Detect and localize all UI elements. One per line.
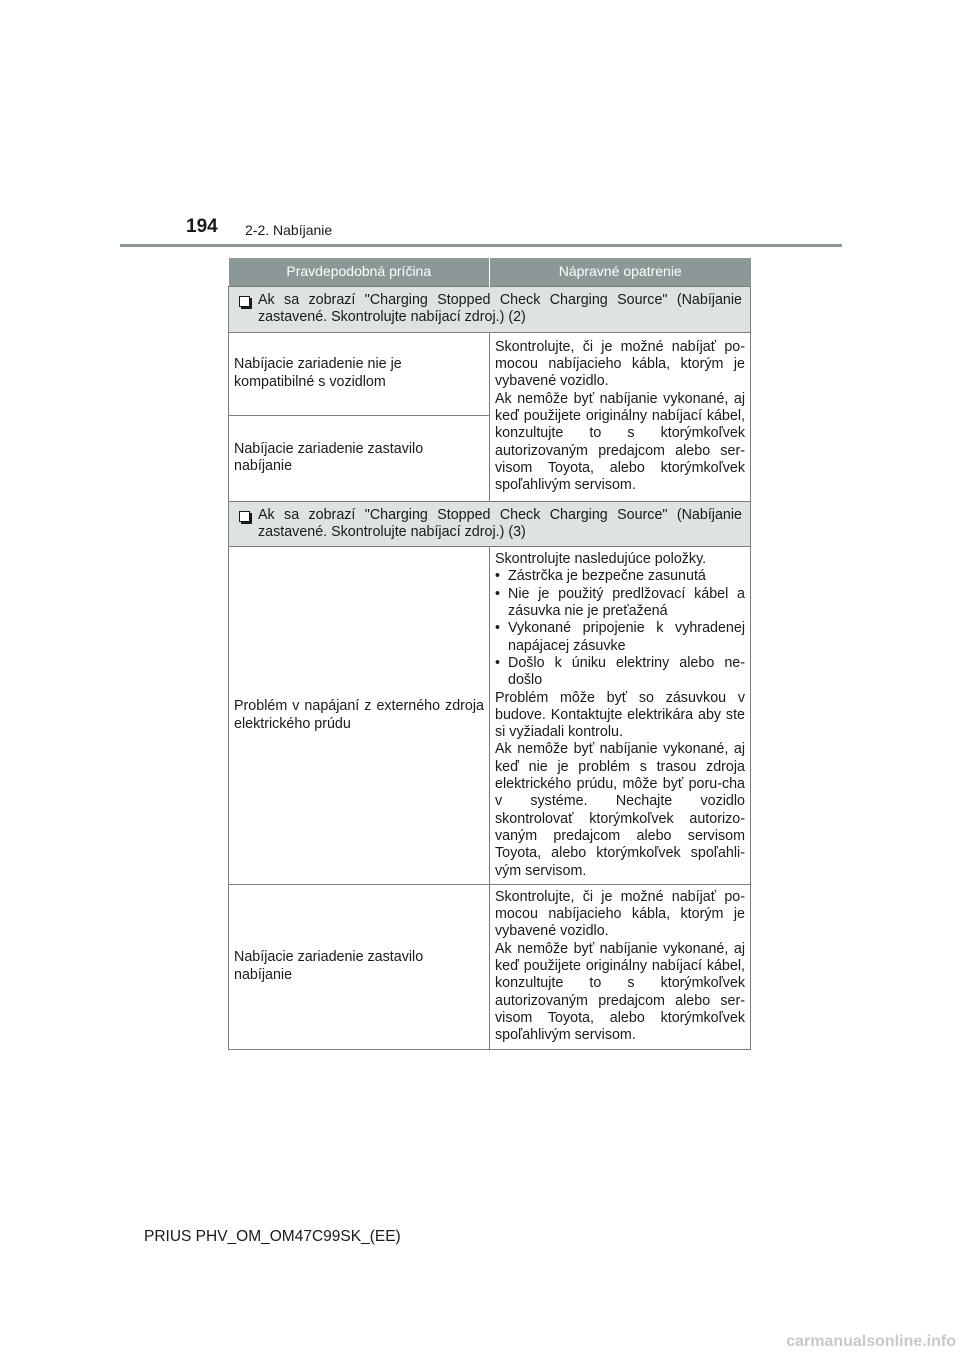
remedy-paragraph: Skontrolujte, či je možné nabíjať po-mocou nabíjacieho kábla, ktorým je vybavené vozidlo.	[495, 888, 745, 940]
condition-row	[229, 501, 751, 547]
checkbox-square-icon	[239, 511, 250, 522]
remedy-cell	[490, 332, 751, 501]
checklist-item: • Nie je použitý predlžovací kábel a zásuvka nie je preťažená	[495, 586, 745, 621]
remedy-cell	[490, 547, 751, 885]
cause-cell	[229, 332, 490, 415]
cause-text: Problém v napájaní z externého zdroja elektrického prúdu	[234, 698, 484, 732]
condition-text: Ak sa zobrazí "Charging Stopped Check Charging Source" (Nabíjanie zastavené. Skontrolujte nabíjací zdroj.) (2)	[258, 292, 742, 326]
remedy-cell	[490, 884, 751, 1049]
checklist-item: • Vykonané pripojenie k vyhradenej napájacej zásuvke	[495, 620, 745, 655]
remedy-paragraph: Ak nemôže byť nabíjanie vykonané, aj keď nie je problém s trasou zdroja elektrického prúdu, môže byť poru-cha v systéme. Nechajte vozidlo skontrolovať ktorýmkoľvek autorizo-vaným predajcom alebo servisom Toyota, alebo ktorýmkoľvek spoľahli-vým servisom.	[495, 741, 745, 879]
cause-text: Nabíjacie zariadenie zastavilo nabíjanie	[234, 440, 424, 475]
table-header-row	[229, 258, 751, 287]
cause-text: Nabíjacie zariadenie zastavilo nabíjanie	[234, 949, 424, 983]
checklist-item: • Došlo k úniku elektriny alebo ne-došlo	[495, 655, 745, 690]
condition-text: Ak sa zobrazí "Charging Stopped Check Charging Source" (Nabíjanie zastavené. Skontrolujte nabíjací zdroj.) (3)	[258, 506, 742, 540]
table-row	[229, 884, 751, 1049]
column-header-remedy: Nápravné opatrenie	[490, 258, 751, 287]
document-code: PRIUS PHV_OM_OM47C99SK_(EE)	[144, 1228, 401, 1245]
cause-cell	[229, 415, 490, 501]
troubleshooting-table	[228, 258, 751, 1050]
checklist-item: • Zástrčka je bezpečne zasunutá	[495, 568, 745, 585]
header-rule	[120, 244, 842, 247]
remedy-paragraph: Ak nemôže byť nabíjanie vykonané, aj keď použijete originálny nabíjací kábel, konzultujte to s ktorýmkoľvek autorizovaným predajcom alebo ser-visom Toyota, alebo ktorýmkoľvek spoľahlivým servisom.	[495, 940, 745, 1044]
condition-row	[229, 287, 751, 333]
table-row	[229, 547, 751, 885]
cause-cell	[229, 547, 490, 885]
page-number: 194	[186, 216, 218, 237]
remedy-intro: Skontrolujte nasledujúce položky.	[495, 551, 707, 568]
cause-text: Nabíjacie zariadenie nie je kompatibilné s vozidlom	[234, 356, 402, 390]
cause-cell	[229, 884, 490, 1049]
watermark: carmanualsonline.info	[786, 1333, 956, 1350]
remedy-paragraph: Problém môže byť so zásuvkou v budove. Kontaktujte elektrikára aby ste si vyžiadali kontrolu.	[495, 689, 745, 741]
section-title: 2-2. Nabíjanie	[245, 222, 333, 238]
checkbox-square-icon	[239, 296, 250, 307]
remedy-paragraph: Ak nemôže byť nabíjanie vykonané, aj keď použijete originálny nabíjací kábel, konzultujte to s ktorýmkoľvek autorizovaným predajcom alebo ser-visom Toyota, alebo ktorýmkoľvek spoľahlivým servisom.	[495, 390, 745, 494]
table-row	[229, 332, 751, 415]
column-header-cause: Pravdepodobná príčina	[229, 258, 490, 287]
condition-cell	[229, 287, 751, 333]
remedy-paragraph: Skontrolujte, či je možné nabíjať po-mocou nabíjacieho kábla, ktorým je vybavené vozidlo.	[495, 338, 745, 390]
condition-cell	[229, 501, 751, 547]
remedy-checklist	[495, 568, 745, 689]
